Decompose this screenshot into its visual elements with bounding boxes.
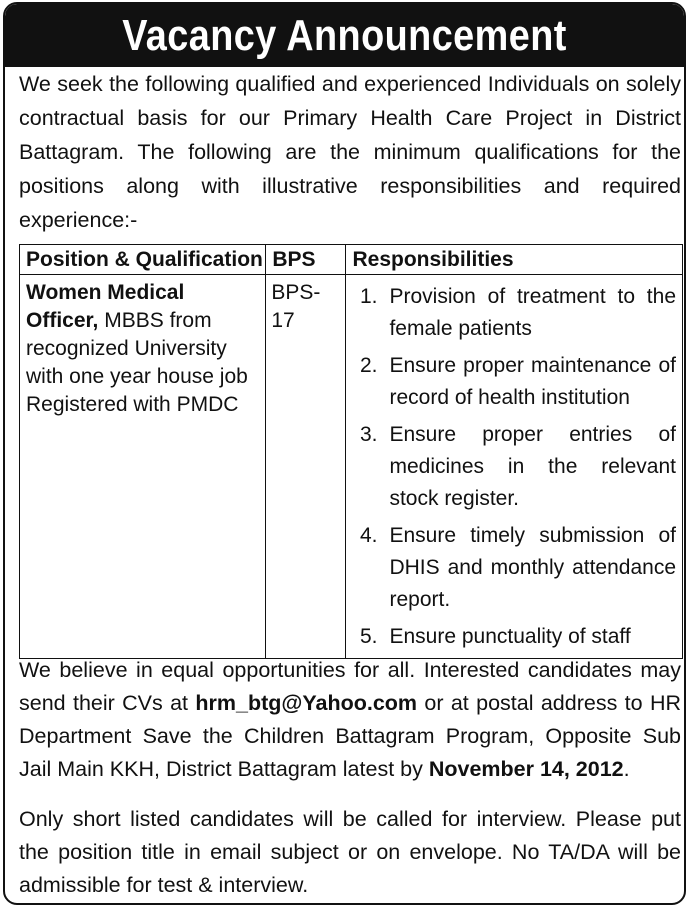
- application-text-1: We believe in equal opportunities for all. Interested candidates may send their CVs at: [19, 658, 681, 715]
- list-item-text: Ensure proper maintenance of record of health institution: [389, 354, 676, 409]
- bps-cell: BPS-17: [266, 275, 346, 659]
- list-item-number: 1.: [359, 285, 378, 308]
- vacancy-table: [19, 244, 683, 659]
- shortlist-note: Only short listed candidates will be called for interview. Please put the position title in email subject or on envelope. No TA/DA will be admissible for test & interview.: [19, 807, 681, 897]
- list-item: [350, 520, 676, 616]
- intro-paragraph: We seek the following qualified and experienced Individuals on solely contractual basis for our Primary Health Care Project in District Battagram. The following are the minimum qualifications for the positions along with illustrative responsibilities and required experience:-: [19, 72, 681, 232]
- header-responsibilities: Responsibilities: [346, 245, 683, 275]
- announcement-frame: [3, 2, 686, 905]
- list-item: [350, 281, 676, 345]
- application-text-2: or at postal address to HR Department Save the Children Battagram Program, Opposite Sub Jail Main KKH, District Battagram latest by: [19, 691, 681, 781]
- list-item-number: 5.: [359, 625, 378, 648]
- header-bps: BPS: [266, 245, 346, 275]
- table-header-row: [20, 245, 683, 275]
- list-item: [350, 350, 676, 414]
- application-text-3: .: [623, 757, 630, 781]
- title-banner: [5, 4, 684, 67]
- list-item-text: Ensure punctuality of staff: [389, 625, 631, 648]
- position-cell: [20, 275, 266, 659]
- responsibilities-cell: [346, 275, 683, 659]
- list-item-text: Ensure timely submission of DHIS and monthly attendance report.: [389, 524, 676, 611]
- header-position: Position & Qualification: [20, 245, 266, 275]
- list-item: [350, 419, 676, 515]
- list-item: [350, 621, 676, 653]
- list-item-number: 4.: [359, 524, 378, 547]
- application-paragraph: [19, 654, 681, 786]
- position-qualification: MBBS from recognized University with one year house job Registered with PMDC: [26, 309, 248, 416]
- list-item-text: Provision of treatment to the female patients: [389, 285, 676, 340]
- list-item-number: 2.: [359, 354, 378, 377]
- list-item-number: 3.: [359, 423, 378, 446]
- table-row: [20, 275, 683, 659]
- contact-email: hrm_btg@Yahoo.com: [195, 691, 418, 715]
- responsibilities-list: [350, 281, 676, 653]
- deadline-date: November 14, 2012: [428, 757, 624, 781]
- list-item-text: Ensure proper entries of medicines in the relevant stock register.: [389, 423, 676, 510]
- position-title: Women Medical Officer,: [26, 281, 185, 332]
- page-title: Vacancy Announcement: [122, 11, 567, 60]
